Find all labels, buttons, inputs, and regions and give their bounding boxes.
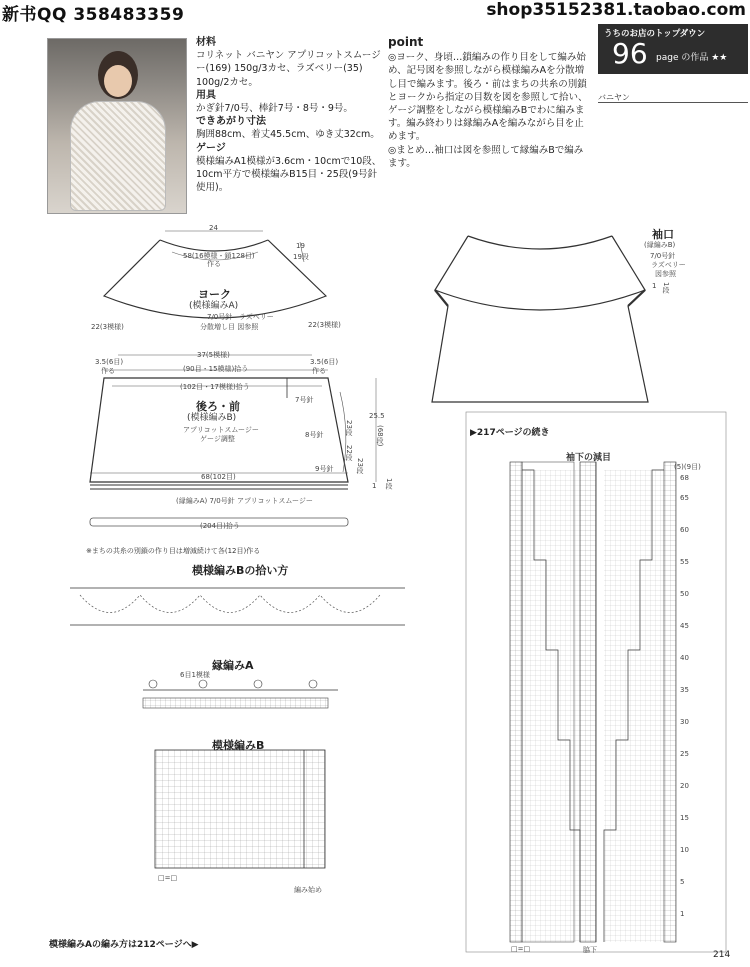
body-top-count: (102目・17模様)拾う (180, 383, 250, 391)
body-rows-b: 22段 (345, 445, 353, 461)
point-text-1: ◎ヨーク、身頃…鎖編みの作り目をして編み始め、記号図を参照しながら模様編みAを分散増し目で編みます。後ろ・前はまちの共糸の別鎖とヨークから指定の目数を図を参照して拾い、ゲージ調整をしながら模様編みBでわに編みます。編み終わりは縁編みAを編みながら目を止めます。 (388, 52, 588, 143)
watermark-right: shop35152381.taobao.com (486, 0, 746, 20)
body-bottom: 68(102目) (201, 473, 236, 481)
point-title: point (388, 35, 424, 49)
watermark-left: 新书QQ 358483359 (2, 5, 185, 25)
row-label: 60 (680, 526, 689, 534)
body-needle-8: 8号針 (305, 431, 324, 439)
row-label: 45 (680, 622, 689, 630)
body-needle-9: 9号針 (315, 465, 334, 473)
yoke-right-dim-rows: 19段 (293, 253, 309, 261)
body-needle-7: 7号針 (295, 396, 314, 404)
gusset-right: 3.5(6目) (310, 358, 339, 366)
body-height-rows: (68段) (376, 425, 384, 447)
row-label: 15 (680, 814, 689, 822)
body-title: 後ろ・前 (196, 400, 240, 413)
body-rows-c: 23段 (356, 458, 364, 474)
yoke-color: ラズベリー (239, 313, 274, 321)
body-edging: (縁編みA) 7/0号針 アプリコットスムージー (176, 497, 313, 505)
body-pattern: (模様編みB) (187, 413, 237, 423)
edge-a-sub: 6目1模様 (180, 671, 210, 679)
point-text-2: ◎まとめ…袖口は図を参照して縁編みBで編みます。 (388, 144, 584, 169)
row-label: 20 (680, 782, 689, 790)
pattern-b-legend: □=□ (158, 874, 178, 882)
footer-note: 模様編みAの編み方は212ページへ▶ (49, 940, 199, 950)
cuff-color: ラズベリー (651, 261, 686, 269)
materials-text: コリネット バニヤン アプリコットスムージー(169) 150g/3カセ、ラズベリー(35) 100g/2カセ。 (196, 50, 381, 88)
body-pickup: (90目・15模様)拾う (183, 365, 249, 373)
cuff-edge: 1 (652, 282, 657, 290)
chart-legend: □=□ (511, 945, 531, 953)
body-height: 25.5 (369, 412, 385, 420)
row-label: 50 (680, 590, 689, 598)
body-rows-a: 23段 (345, 420, 353, 436)
row-label: 5 (680, 878, 685, 886)
gusset-left-sub: 作る (101, 367, 115, 375)
gusset-right-sub: 作る (312, 367, 326, 375)
body-color: アプリコットスムージー (183, 426, 259, 434)
cuff-needle: 7/0号針 (650, 252, 676, 260)
pattern-b-pickup-title: 模様編みBの拾い方 (192, 564, 289, 577)
yoke-right-dim: 19 (296, 242, 305, 250)
row-label: 25 (680, 750, 689, 758)
row-label: 30 (680, 718, 689, 726)
yoke-neck-sub: 作る (207, 260, 221, 268)
pattern-b-chart (155, 750, 325, 868)
pattern-b-pickup-diagram (70, 588, 405, 625)
body-note: ※まちの共糸の別鎖の作り目は増減続けて各(12目)作る (86, 547, 261, 555)
chart-underarm: 脇下 (583, 946, 597, 954)
cuff-ref: 図参照 (655, 270, 676, 278)
underarm-decrease-chart (466, 412, 726, 952)
yoke-top-width: 24 (209, 224, 218, 232)
row-label: 1 (680, 910, 685, 918)
edge-a-title: 縁編みA (212, 659, 254, 672)
yoke-increase: 分散増し目 図参照 (200, 323, 259, 331)
body-edge: 1 (372, 482, 377, 490)
yoke-side-left: 22(3模様) (91, 323, 124, 331)
gauge-text: 模様編みA1模様が3.6cm・10cmで10段、10cm平方で模様編みB15目・25段(9号針使用)。 (196, 155, 382, 194)
tools-heading: 用具 (196, 89, 216, 101)
body-band: (204目)拾う (200, 522, 240, 530)
row-label: 55 (680, 558, 689, 566)
chart-continued: ▶217ページの続き (470, 428, 550, 438)
cuff-edge-rows: 1段 (662, 282, 670, 294)
chart-top-label: (5)(9目) (674, 463, 701, 471)
cuff-title: 袖口 (652, 228, 674, 241)
gusset-left: 3.5(6目) (95, 358, 124, 366)
size-heading: できあがり寸法 (196, 116, 266, 128)
yoke-side-right: 22(3模様) (308, 321, 341, 329)
badge-subtitle: バニヤン (598, 93, 630, 102)
badge-number: 96 (612, 37, 648, 70)
edge-a-diagram (143, 680, 338, 708)
chart-title: 袖下の減目 (566, 453, 612, 463)
yoke-pattern: (模様編みA) (189, 301, 239, 311)
size-text: 胸囲88cm、着丈45.5cm、ゆき丈32cm。 (196, 129, 380, 141)
tools-text: かぎ針7/0号、棒針7号・8号・9号。 (196, 103, 353, 115)
row-label: 65 (680, 494, 689, 502)
page-number: 214 (713, 950, 731, 960)
cuff-diagram (432, 236, 648, 402)
pattern-b-start: 編み始め (294, 886, 322, 894)
cuff-pattern: (縁編みB) (644, 241, 676, 249)
yoke-neck-label: 58(16模様・鎖128目) (183, 252, 255, 260)
badge-page-label: page の作品 ★★ (656, 53, 728, 63)
materials-heading: 材料 (196, 37, 216, 48)
pattern-b-title: 模様編みB (212, 739, 265, 752)
row-label: 40 (680, 654, 689, 662)
row-label: 10 (680, 846, 689, 854)
row-label: 68 (680, 474, 689, 482)
badge-title: うちのお店のトップダウン (604, 29, 706, 39)
body-gauge: ゲージ調整 (200, 435, 235, 443)
gauge-heading: ゲージ (196, 142, 226, 154)
yoke-needle: 7/0号針 (207, 313, 233, 321)
body-edge-rows: 1段 (385, 478, 393, 490)
yoke-bottom: 37(5模様) (197, 351, 230, 359)
row-label: 35 (680, 686, 689, 694)
yoke-title: ヨーク (198, 288, 231, 301)
